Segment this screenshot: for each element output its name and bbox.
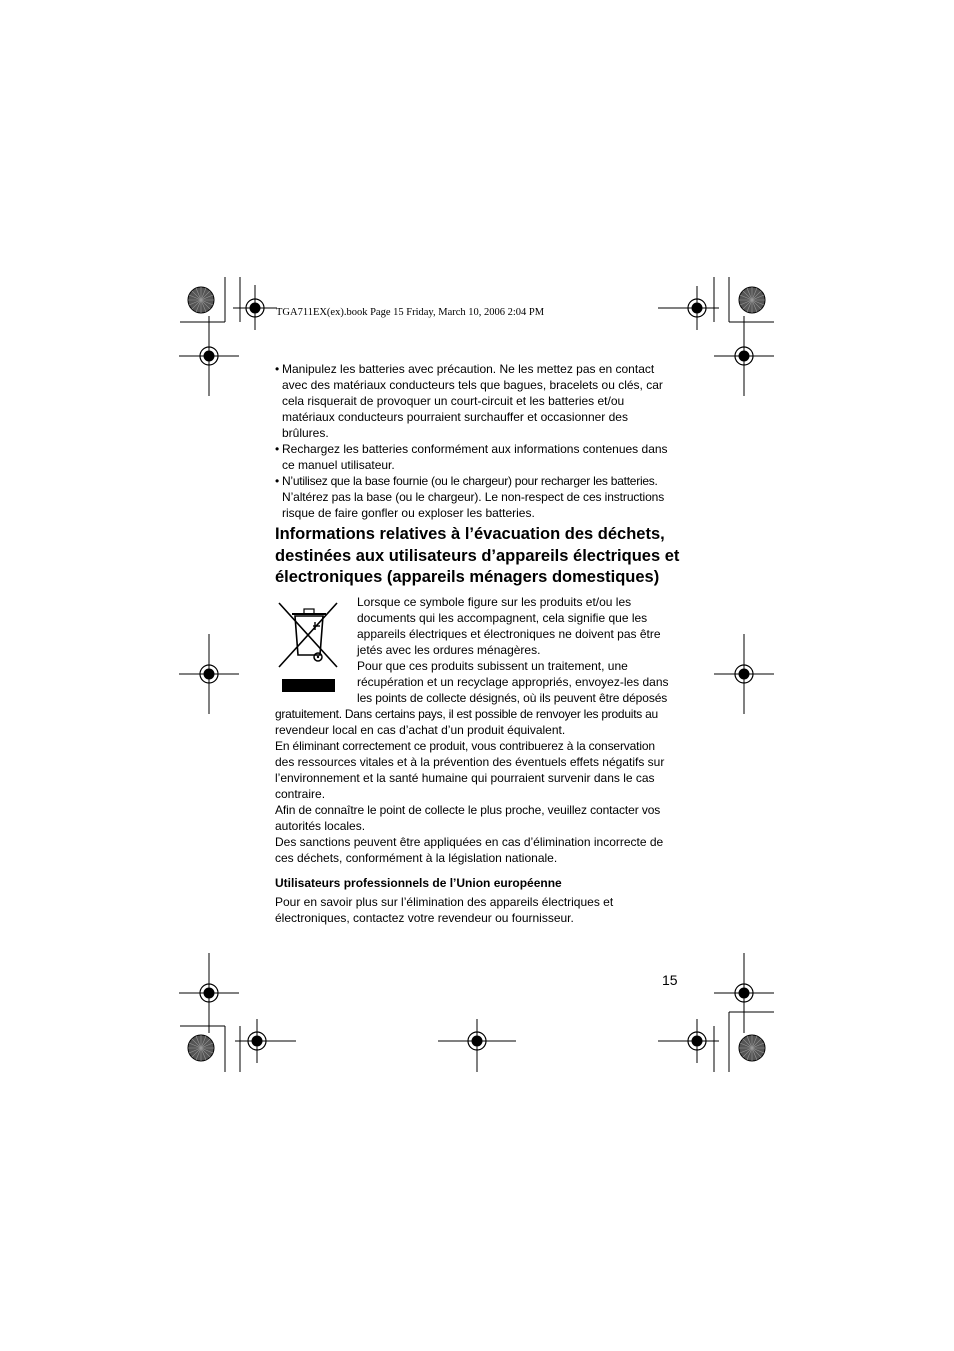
- list-item-line: N’utilisez que la base fournie (ou le chargeur) pour recharger les batteries.: [282, 474, 658, 488]
- paragraph-line: autorités locales.: [275, 819, 366, 833]
- heading-line: électroniques (appareils ménagers domestiques): [275, 568, 660, 586]
- list-item: [275, 361, 680, 441]
- list-item-line: avec des matériaux conducteurs tels que bagues, bracelets ou clés, car: [282, 378, 663, 392]
- weee-description-continued: [275, 706, 681, 866]
- page-number: 15: [662, 972, 678, 988]
- paragraph-line: contraire.: [275, 787, 326, 801]
- list-item-line: N’altérez pas la base (ou le chargeur). Le non-respect de ces instructions: [282, 490, 665, 504]
- list-item: [275, 473, 680, 521]
- paragraph-line: les points de collecte désignés, où ils peuvent être déposés: [357, 691, 668, 705]
- paragraph-line: Lorsque ce symbole figure sur les produits et/ou les: [357, 595, 632, 609]
- heading-line: Informations relatives à l’évacuation des déchets,: [275, 525, 665, 543]
- paragraph-line: ces déchets, conformément à la législation nationale.: [275, 851, 558, 865]
- print-slug: TGA711EX(ex).book Page 15 Friday, March 10, 2006 2:04 PM: [276, 307, 545, 318]
- paragraph-line: En éliminant correctement ce produit, vous contribuerez à la conservation: [275, 739, 655, 753]
- list-item-line: Rechargez les batteries conformément aux informations contenues dans: [282, 442, 668, 456]
- list-item-line: Manipulez les batteries avec précaution. Ne les mettez pas en contact: [282, 362, 655, 376]
- bullet-marker: •: [275, 362, 280, 376]
- list-item-line: matériaux conducteurs pourraient surchauffer et occasionner des: [282, 410, 628, 424]
- list-item-line: cela risquerait de provoquer un court-circuit et les batteries et/ou: [282, 394, 625, 408]
- crossed-out-wheelie-bin-icon: [275, 600, 345, 696]
- paragraph-line: des ressources vitales et à la prévention des éventuels effets négatifs sur: [275, 755, 665, 769]
- subheading: Utilisateurs professionnels de l’Union européenne: [275, 876, 562, 890]
- paragraph-line: Afin de connaître le point de collecte le plus proche, veuillez contacter vos: [275, 803, 661, 817]
- bullet-marker: •: [275, 442, 280, 456]
- paragraph-line: documents qui les accompagnent, cela signifie que les: [357, 611, 648, 625]
- list-item-line: ce manuel utilisateur.: [282, 458, 395, 472]
- paragraph-line: Pour en savoir plus sur l’élimination des appareils électriques et: [275, 895, 614, 909]
- paragraph-line: jetés avec les ordures ménagères.: [357, 643, 541, 657]
- list-item: [275, 441, 680, 473]
- list-item-line: risque de faire gonfler ou exploser les batteries.: [282, 506, 535, 520]
- paragraph-line: revendeur local en cas d’achat d’un produit équivalent.: [275, 723, 566, 737]
- list-item-line: brûlures.: [282, 426, 329, 440]
- final-paragraph: [275, 894, 681, 926]
- paragraph-line: appareils électriques et électroniques ne doivent pas être: [357, 627, 661, 641]
- heading-line: destinées aux utilisateurs d’appareils électriques et: [275, 546, 680, 565]
- paragraph-line: Pour que ces produits subissent un traitement, une: [357, 659, 628, 673]
- bullet-marker: •: [275, 474, 280, 488]
- battery-safety-list: [275, 361, 680, 521]
- paragraph-line: gratuitement. Dans certains pays, il est possible de renvoyer les produits au: [275, 707, 658, 721]
- paragraph-line: récupération et un recyclage appropriés, envoyez-les dans: [357, 675, 669, 689]
- paragraph-line: l’environnement et la santé humaine qui pourraient survenir dans le cas: [275, 771, 655, 785]
- weee-description: [357, 594, 681, 706]
- section-heading: [275, 524, 695, 589]
- paragraph-line: Des sanctions peuvent être appliquées en cas d’élimination incorrecte de: [275, 835, 664, 849]
- paragraph-line: électroniques, contactez votre revendeur ou fournisseur.: [275, 911, 574, 925]
